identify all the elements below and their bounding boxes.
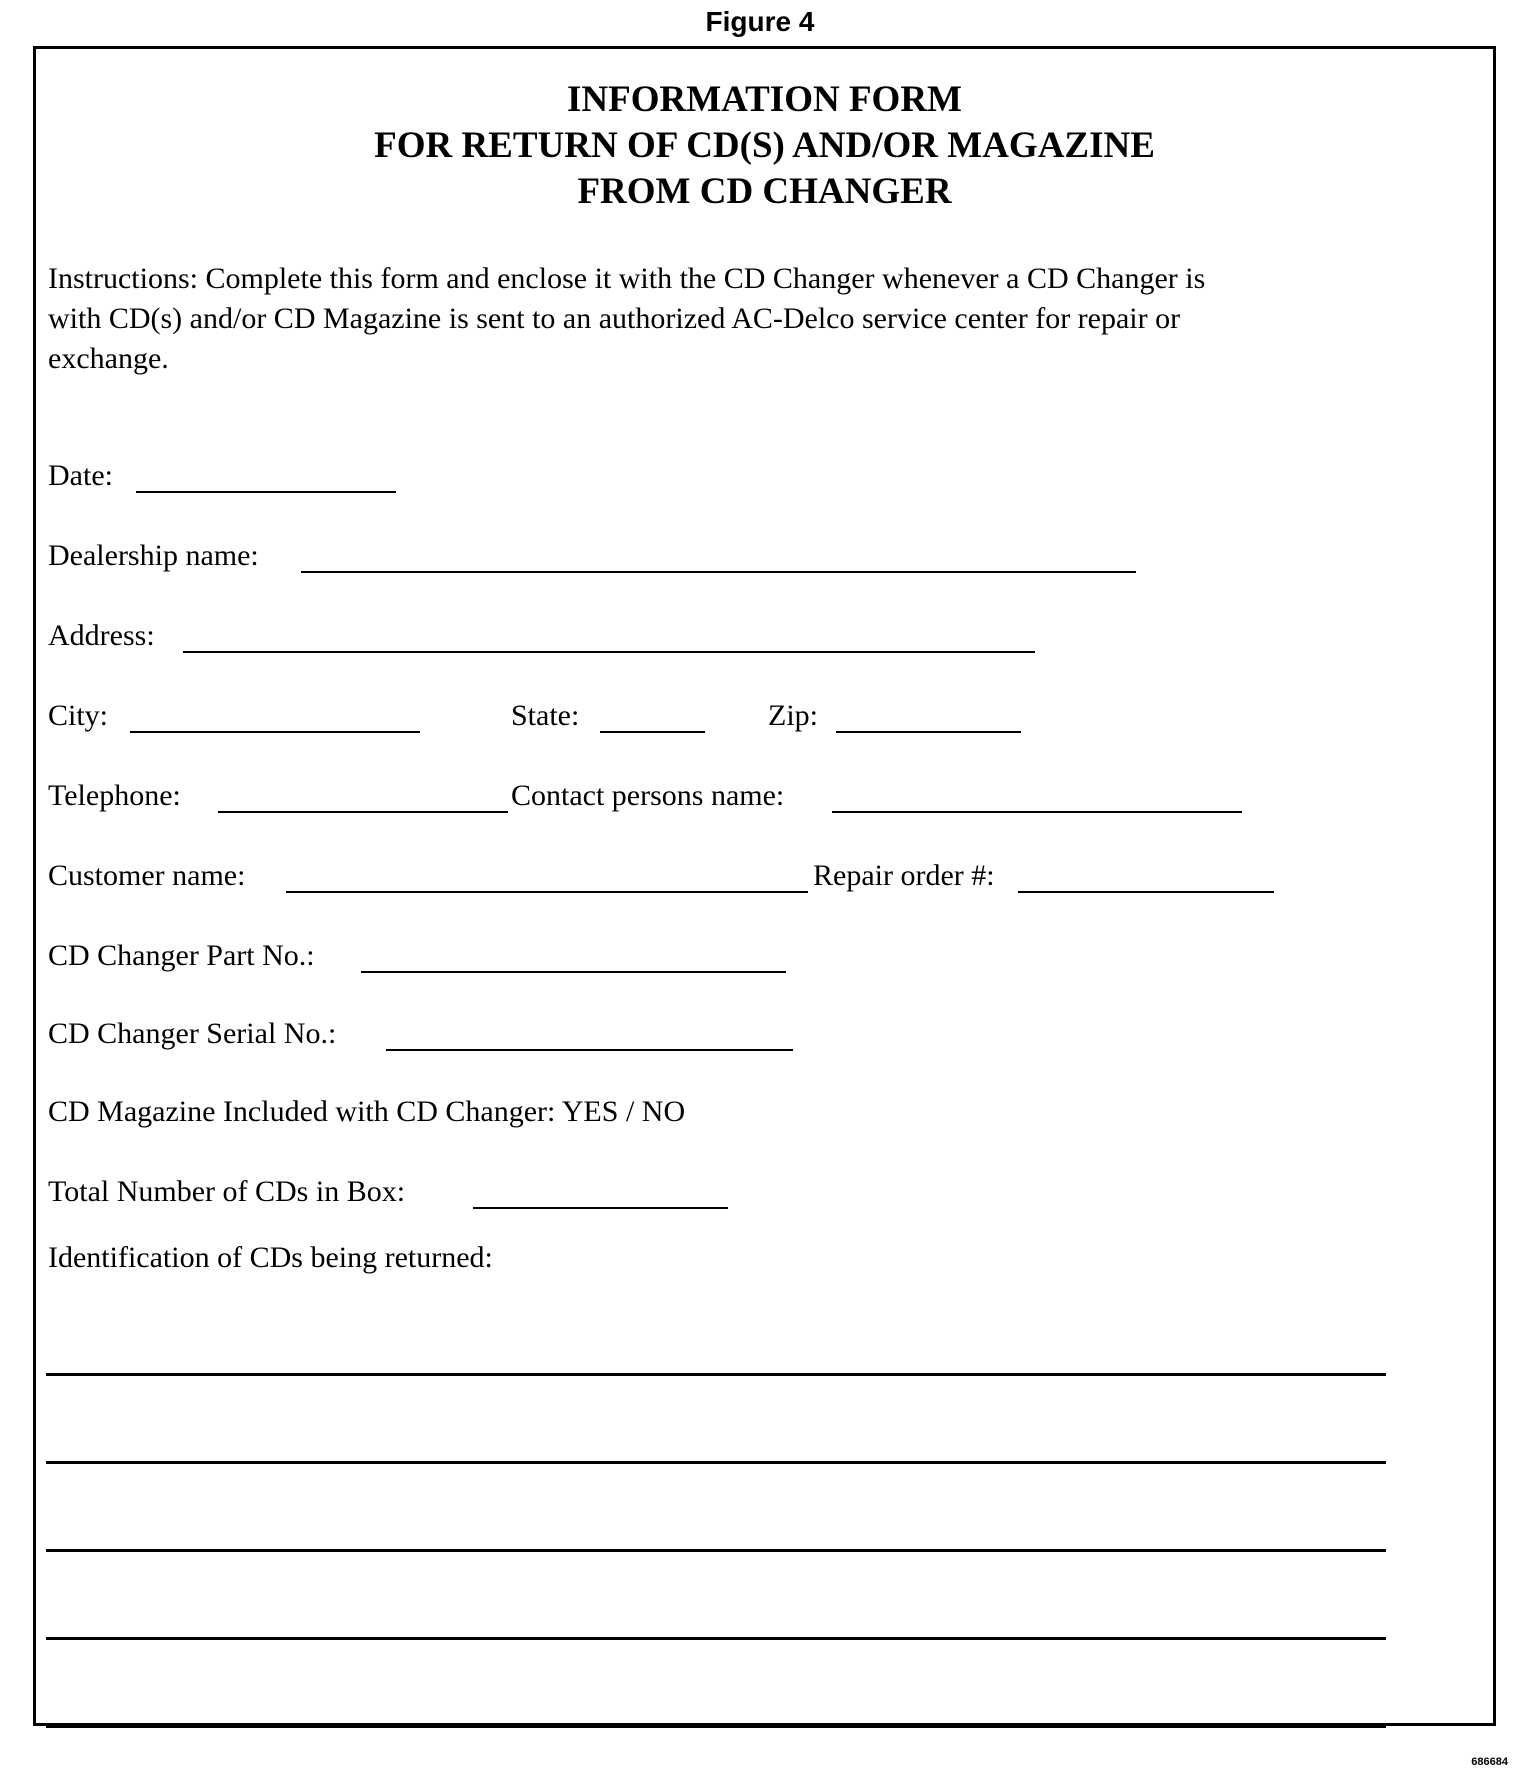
customer-name-field[interactable] — [286, 891, 808, 893]
dealership-name-label: Dealership name: — [48, 539, 259, 572]
figure-label: Figure 4 — [705, 6, 815, 37]
address-field[interactable] — [183, 651, 1035, 653]
part-no-label: CD Changer Part No.: — [48, 939, 315, 972]
address-label: Address: — [48, 619, 155, 652]
serial-no-label: CD Changer Serial No.: — [48, 1017, 337, 1050]
form-title — [36, 77, 1493, 215]
total-cds-row — [48, 1175, 1348, 1215]
contact-person-field[interactable] — [832, 811, 1242, 813]
identification-line-2[interactable] — [46, 1461, 1386, 1464]
dealership-name-field[interactable] — [301, 571, 1136, 573]
date-label: Date: — [48, 459, 113, 492]
magazine-row — [48, 1095, 1348, 1135]
identification-row — [48, 1241, 1348, 1281]
zip-label: Zip: — [768, 699, 818, 732]
state-field[interactable] — [600, 731, 705, 733]
identification-label: Identification of CDs being returned: — [48, 1241, 493, 1274]
total-cds-label: Total Number of CDs in Box: — [48, 1175, 406, 1208]
instructions-line-2: with CD(s) and/or CD Magazine is sent to an authorized AC-Delco service center for repair or — [48, 302, 1181, 335]
instructions-line-3: exchange. — [48, 342, 169, 375]
identification-line-1[interactable] — [46, 1373, 1386, 1376]
telephone-field[interactable] — [218, 811, 508, 813]
title-line-3: FROM CD CHANGER — [577, 171, 952, 212]
instructions — [48, 259, 1428, 379]
instructions-line-1: Instructions: Complete this form and enclose it with the CD Changer whenever a CD Changer is — [48, 262, 1206, 295]
magazine-included-label[interactable]: CD Magazine Included with CD Changer: YES / NO — [48, 1095, 686, 1128]
title-line-1: INFORMATION FORM — [567, 79, 962, 120]
customer-repair-row — [48, 859, 1348, 899]
title-line-2: FOR RETURN OF CD(S) AND/OR MAGAZINE — [374, 125, 1155, 166]
state-label: State: — [511, 699, 580, 732]
repair-order-field[interactable] — [1018, 891, 1274, 893]
customer-name-label: Customer name: — [48, 859, 246, 892]
part-no-field[interactable] — [361, 971, 786, 973]
telephone-label: Telephone: — [48, 779, 181, 812]
city-field[interactable] — [130, 731, 420, 733]
repair-order-label: Repair order #: — [813, 859, 995, 892]
zip-field[interactable] — [836, 731, 1021, 733]
form-frame — [33, 46, 1496, 1726]
date-field[interactable] — [136, 491, 396, 493]
figure-code: 686684 — [1471, 1756, 1508, 1768]
part-no-row — [48, 939, 1348, 979]
identification-line-4[interactable] — [46, 1637, 1386, 1640]
serial-no-row — [48, 1017, 1348, 1057]
total-cds-field[interactable] — [473, 1207, 728, 1209]
telephone-contact-row — [48, 779, 1348, 819]
city-label: City: — [48, 699, 109, 732]
contact-person-label: Contact persons name: — [511, 779, 785, 812]
serial-no-field[interactable] — [386, 1049, 793, 1051]
identification-line-5[interactable] — [46, 1725, 1386, 1728]
city-state-zip-row — [48, 699, 1348, 739]
identification-line-3[interactable] — [46, 1549, 1386, 1552]
